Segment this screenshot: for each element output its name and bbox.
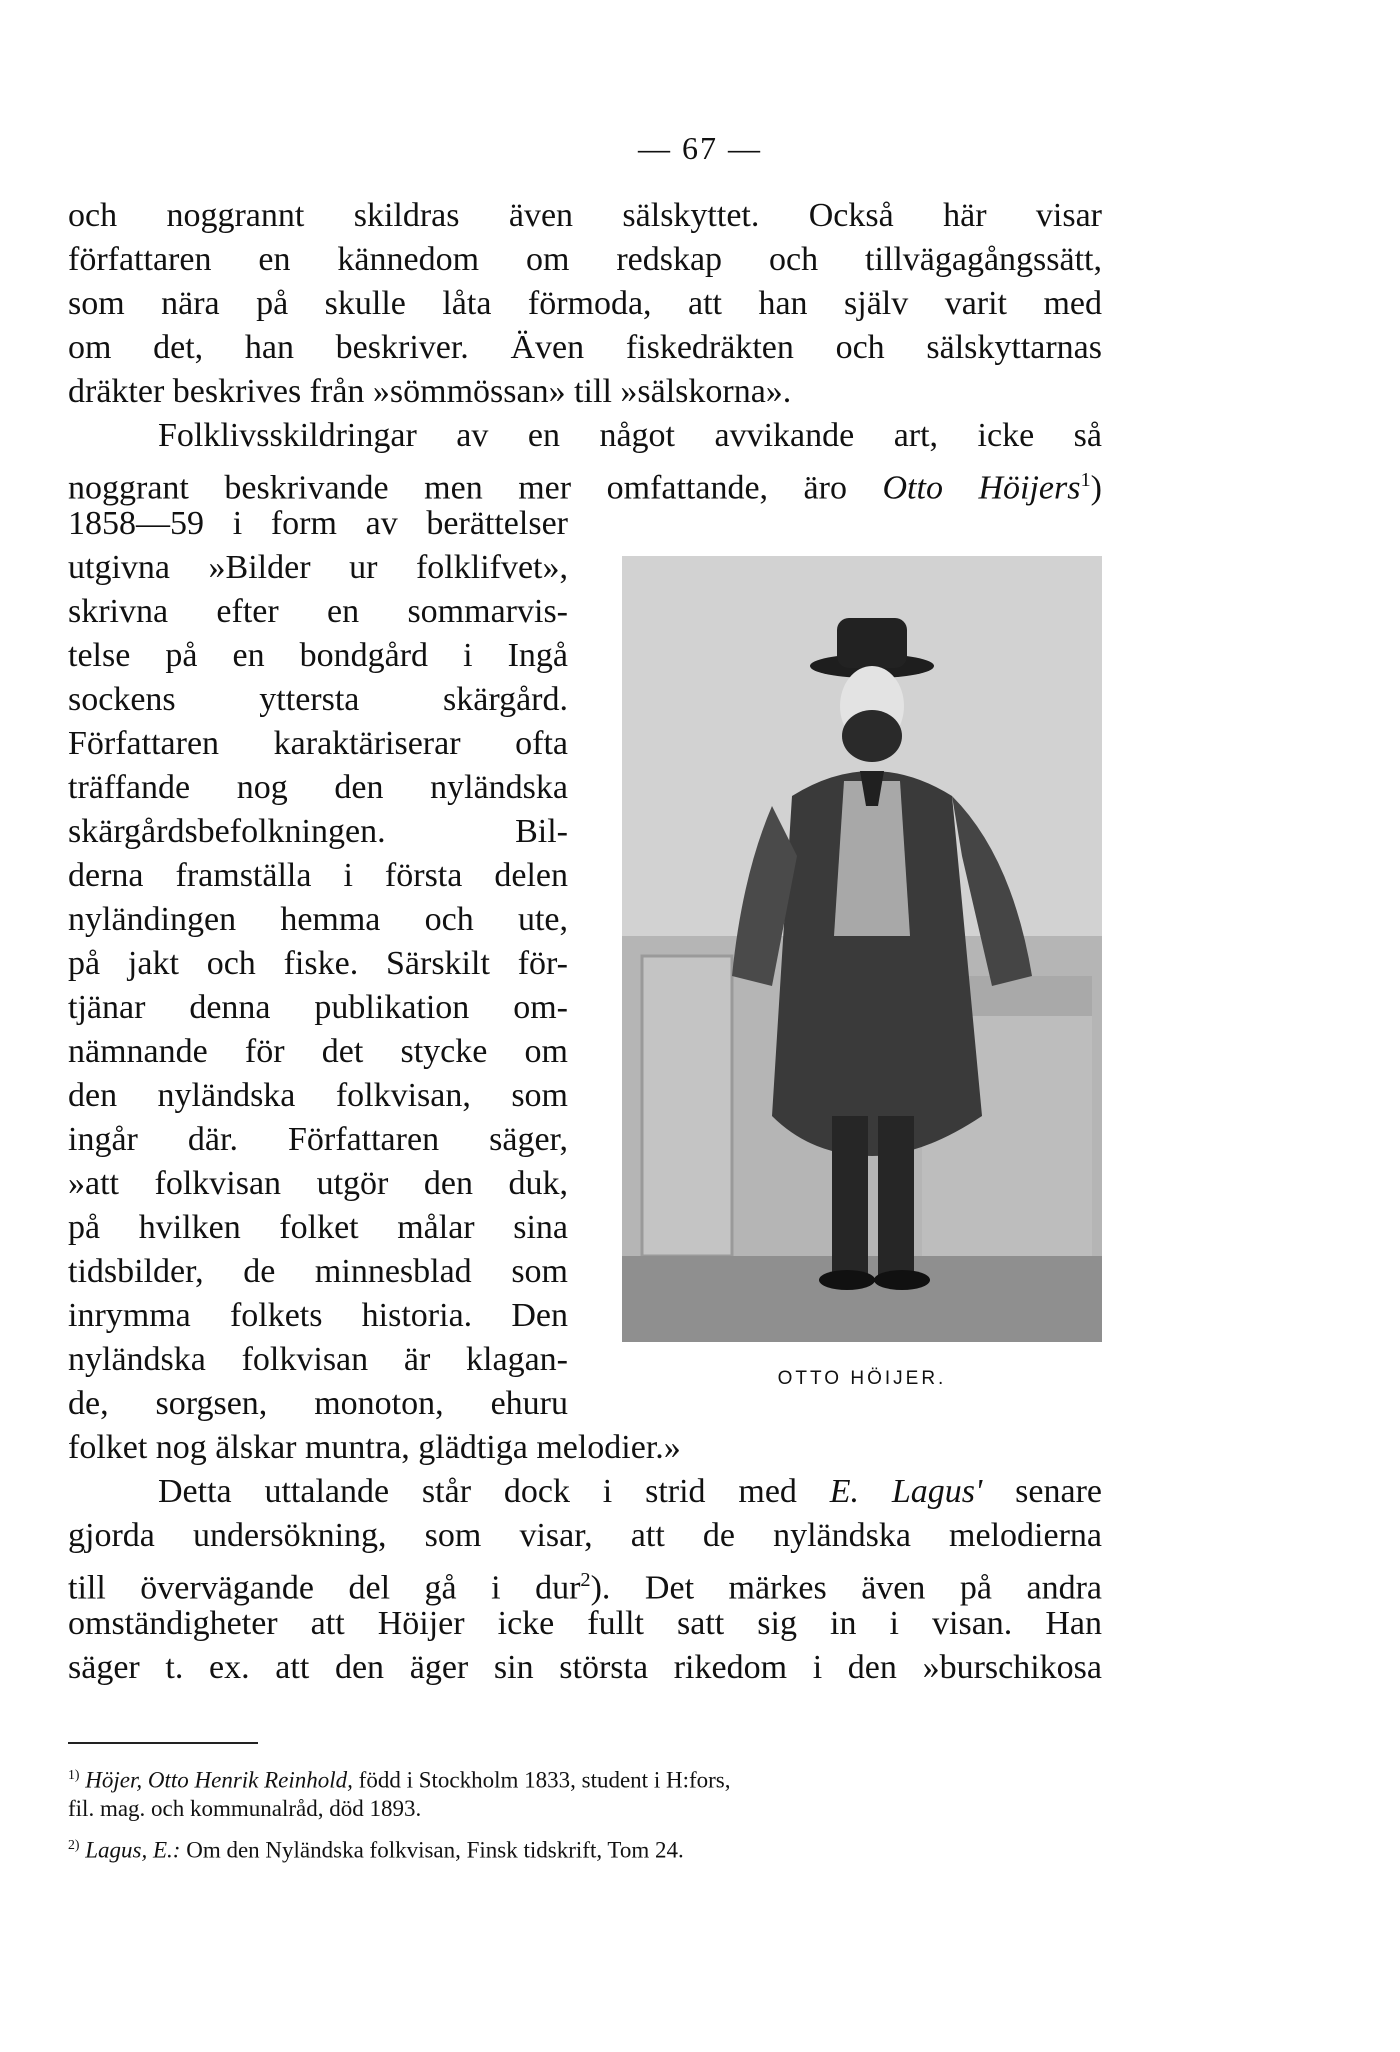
text-line: nyländska folkvisan är klagan- <box>68 1341 568 1378</box>
text-line: omständigheter att Höijer icke fullt satt sig in i visan. Han <box>68 1605 1102 1642</box>
text-line: och noggrannt skildras även sälskyttet. Också här visar <box>68 197 1102 234</box>
text-line: skärgårdsbefolkningen. Bil- <box>68 813 568 850</box>
footnote-ref: 1 <box>1080 469 1091 491</box>
text-line: tidsbilder, de minnesblad som <box>68 1253 568 1290</box>
text-line: utgivna »Bilder ur folklifvet», <box>68 549 568 586</box>
text-segment: senare <box>982 1473 1102 1510</box>
text-line: träffande nog den nyländska <box>68 769 568 806</box>
text-line: nämnande för det stycke om <box>68 1033 568 1070</box>
text-line: sockens yttersta skärgård. <box>68 681 568 718</box>
text-line: som nära på skulle låta förmoda, att han själv varit med <box>68 285 1102 322</box>
text-line: Folklivsskildringar av en något avvikande art, icke så <box>158 417 1102 454</box>
text-line: dräkter beskrives från »sömmössan» till »sälskorna». <box>68 373 792 410</box>
text-line <box>68 1472 1102 1512</box>
footnote-text: Om den Nyländska folkvisan, Finsk tidskrift, Tom 24. <box>180 1837 684 1863</box>
text-line: nyländingen hemma och ute, <box>68 901 568 938</box>
text-line: »att folkvisan utgör den duk, <box>68 1165 568 1202</box>
text-line: på jakt och fiske. Särskilt för- <box>68 945 568 982</box>
footnote-1-continued: fil. mag. och kommunalråd, död 1893. <box>68 1796 422 1821</box>
text-line: skrivna efter en sommarvis- <box>68 593 568 630</box>
text-line: författaren en kännedom om redskap och tillvägagångssätt, <box>68 241 1102 278</box>
footnote-2 <box>68 1830 1102 1866</box>
text-line: 1858—59 i form av berättelser <box>68 505 568 542</box>
text-line: inrymma folkets historia. Den <box>68 1297 568 1334</box>
text-segment: noggrant beskrivande men mer omfattande, äro <box>68 469 883 507</box>
footnote-mark: 2) <box>68 1837 80 1852</box>
text-line <box>68 1560 1102 1608</box>
footnote-divider <box>68 1742 258 1744</box>
text-line: tjänar denna publikation om- <box>68 989 568 1026</box>
text-segment: ). Det märkes även på andra <box>590 1569 1102 1607</box>
text-segment: till övervägande del gå i dur <box>68 1569 581 1607</box>
text-line: säger t. ex. att den äger sin största rikedom i den »burschikosa <box>68 1649 1102 1686</box>
footnote-mark: 1) <box>68 1767 80 1782</box>
text-line: på hvilken folket målar sina <box>68 1209 568 1246</box>
footnote-name: Lagus, E.: <box>85 1837 181 1863</box>
text-line <box>68 460 1102 508</box>
text-segment: Detta uttalande står dock i strid med <box>158 1473 830 1510</box>
text-segment: ) <box>1090 469 1102 507</box>
author-name: E. Lagus' <box>829 1473 983 1510</box>
text-line: de, sorgsen, monoton, ehuru <box>68 1385 568 1422</box>
text-line: folket nog älskar muntra, glädtiga melodier.» <box>68 1429 681 1466</box>
text-line: om det, han beskriver. Även fiskedräkten och sälskyttarnas <box>68 329 1102 366</box>
text-line: gjorda undersökning, som visar, att de nyländska melodierna <box>68 1517 1102 1554</box>
text-line: telse på en bondgård i Ingå <box>68 637 568 674</box>
text-line: derna framställa i första delen <box>68 857 568 894</box>
footnote-text: född i Stockholm 1833, student i H:fors, <box>352 1767 731 1793</box>
portrait-figure-icon <box>622 556 1102 1342</box>
photo-caption: OTTO HÖIJER. <box>777 1368 947 1389</box>
page-number: — 67 — <box>638 130 762 166</box>
text-line: Författaren karaktäriserar ofta <box>68 725 568 762</box>
author-name: Otto Höijers <box>882 469 1081 507</box>
footnote-ref: 2 <box>580 1569 591 1591</box>
footnote-1 <box>68 1760 1102 1796</box>
portrait-photo <box>622 556 1102 1342</box>
text-line: den nyländska folkvisan, som <box>68 1077 568 1114</box>
footnote-name: Höjer, Otto Henrik Reinhold, <box>85 1767 353 1793</box>
text-line: ingår där. Författaren säger, <box>68 1121 568 1158</box>
